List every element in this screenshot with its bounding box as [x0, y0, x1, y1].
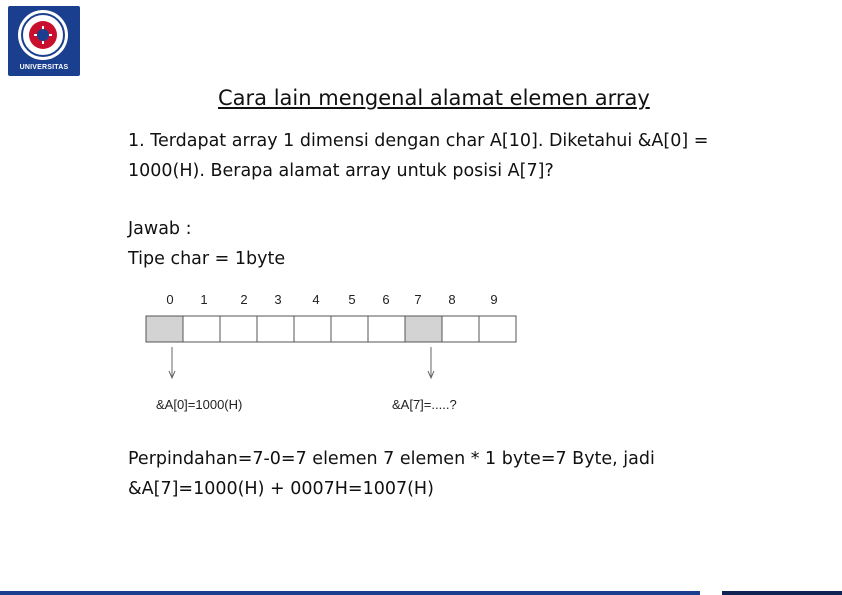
array-cell — [257, 316, 294, 342]
array-index-label: 4 — [312, 292, 320, 307]
question-line-2: 1000(H). Berapa alamat array untuk posisi A[7]? — [128, 161, 554, 181]
array-memory-diagram — [140, 285, 530, 420]
array-index-label: 9 — [490, 292, 498, 307]
footer-bar — [0, 591, 842, 595]
answer-heading: Jawab : — [128, 219, 192, 239]
result-line-1: Perpindahan=7-0=7 elemen 7 elemen * 1 byte=7 Byte, jadi — [128, 449, 655, 469]
array-cell — [220, 316, 257, 342]
result-line-2: &A[7]=1000(H) + 0007H=1007(H) — [128, 479, 434, 499]
array-cell — [479, 316, 516, 342]
array-index-label: 1 — [200, 292, 208, 307]
footer-bar-blue — [0, 591, 700, 595]
array-index-label: 5 — [348, 292, 356, 307]
university-logo — [8, 6, 80, 76]
array-index-label: 0 — [166, 292, 174, 307]
array-index-label: 2 — [240, 292, 248, 307]
array-cell — [442, 316, 479, 342]
logo-seal — [18, 10, 68, 60]
array-index-label: 6 — [382, 292, 390, 307]
array-cell — [183, 316, 220, 342]
logo-caption: UNIVERSITAS — [19, 64, 69, 71]
bsi-seal-icon — [20, 12, 66, 58]
array-index-label: 8 — [448, 292, 456, 307]
footer-bar-dark — [722, 591, 842, 595]
array-cell — [146, 316, 183, 342]
array-cell — [294, 316, 331, 342]
array-index-label: 7 — [414, 292, 422, 307]
array-cell — [368, 316, 405, 342]
array-cell — [331, 316, 368, 342]
question-text — [128, 126, 708, 186]
answer-text — [128, 214, 285, 274]
slide-title: Cara lain mengenal alamat elemen array — [218, 86, 650, 110]
array-cell — [405, 316, 442, 342]
question-line-1: 1. Terdapat array 1 dimensi dengan char A[10]. Diketahui &A[0] = — [128, 131, 709, 151]
array-index-label: 3 — [274, 292, 282, 307]
result-text — [128, 444, 655, 504]
answer-type: Tipe char = 1byte — [128, 249, 286, 269]
address-label-first: &A[0]=1000(H) — [156, 397, 243, 412]
address-label-target: &A[7]=.....? — [392, 397, 457, 412]
